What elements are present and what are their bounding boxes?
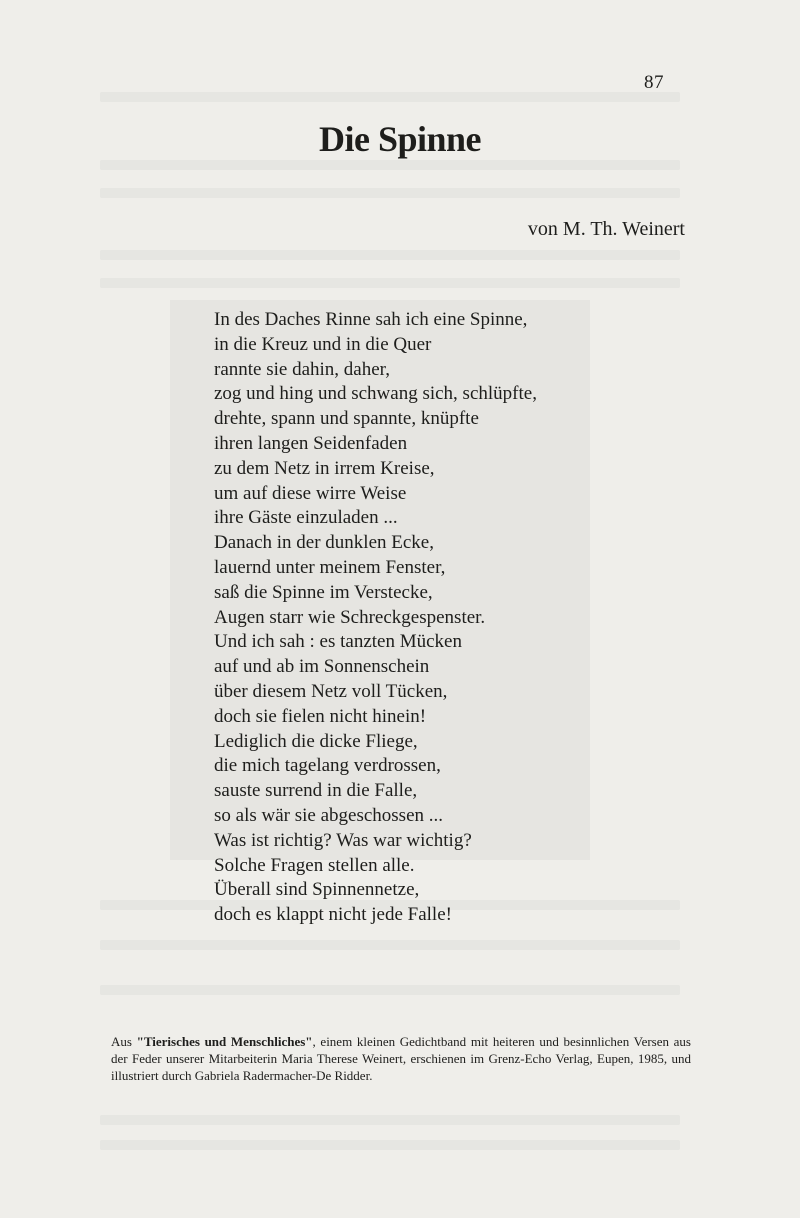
poem-line: Überall sind Spinnennetze, bbox=[214, 879, 420, 901]
poem-body bbox=[214, 308, 537, 928]
poem-line: ihre Gäste einzuladen ... bbox=[214, 507, 398, 529]
poem-line: Lediglich die dicke Fliege, bbox=[214, 730, 418, 752]
footnote-prefix: Aus bbox=[111, 1034, 137, 1049]
poem-line: die mich tagelang verdrossen, bbox=[214, 755, 441, 777]
poem-line: in die Kreuz und in die Quer bbox=[214, 333, 432, 355]
poem-line: Solche Fragen stellen alle. bbox=[214, 854, 415, 876]
poem-line: zog und hing und schwang sich, schlüpfte, bbox=[214, 383, 537, 405]
footnote-text: , einem kleinen Gedichtband mit heiteren und besinnlichen Versen aus der Feder unserer Mitarbeiterin Maria Therese Weinert, erschienen im Grenz-Echo Verlag, Eupen, 1985, und illustriert durch Gabriela Radermacher-De Ridder. bbox=[111, 1034, 691, 1083]
poem-line: Augen starr wie Schreckgespenster. bbox=[214, 606, 486, 628]
poem-line: drehte, spann und spannte, knüpfte bbox=[214, 408, 479, 430]
poem-line: zu dem Netz in irrem Kreise, bbox=[214, 457, 435, 479]
poem-line: Was ist richtig? Was war wichtig? bbox=[214, 829, 472, 851]
show-through-text-line bbox=[100, 278, 680, 288]
poem-line: auf und ab im Sonnenschein bbox=[214, 656, 430, 678]
poem-line: In des Daches Rinne sah ich eine Spinne, bbox=[214, 309, 528, 330]
poem-line: rannte sie dahin, daher, bbox=[214, 358, 390, 380]
poem-line: ihren langen Seidenfaden bbox=[214, 432, 408, 454]
show-through-text-line bbox=[100, 92, 680, 102]
poem-line: saß die Spinne im Verstecke, bbox=[214, 581, 433, 603]
poem-line: lauernd unter meinem Fenster, bbox=[214, 556, 446, 578]
show-through-text-line bbox=[100, 1140, 680, 1150]
poem-line: Und ich sah : es tanzten Mücken bbox=[214, 631, 462, 653]
poem-line: sauste surrend in die Falle, bbox=[214, 780, 418, 802]
show-through-text-line bbox=[100, 250, 680, 260]
source-footnote bbox=[111, 1033, 691, 1084]
poem-line: doch sie fielen nicht hinein! bbox=[214, 705, 427, 727]
poem-line: Danach in der dunklen Ecke, bbox=[214, 532, 434, 554]
poem-line: so als wär sie abgeschossen ... bbox=[214, 804, 444, 826]
poem-line: über diesem Netz voll Tücken, bbox=[214, 680, 448, 702]
poem-author: von M. Th. Weinert bbox=[527, 218, 685, 240]
show-through-text-line bbox=[100, 985, 680, 995]
show-through-text-line bbox=[100, 1115, 680, 1125]
show-through-text-line bbox=[100, 160, 680, 170]
show-through-text-line bbox=[100, 940, 680, 950]
poem-title: Die Spinne bbox=[318, 119, 482, 159]
footnote-book-title: "Tierisches und Menschliches" bbox=[136, 1034, 313, 1049]
show-through-text-line bbox=[100, 188, 680, 198]
page-number: 87 bbox=[644, 72, 664, 93]
poem-line: um auf diese wirre Weise bbox=[214, 482, 407, 504]
poem-line: doch es klappt nicht jede Falle! bbox=[214, 904, 452, 926]
